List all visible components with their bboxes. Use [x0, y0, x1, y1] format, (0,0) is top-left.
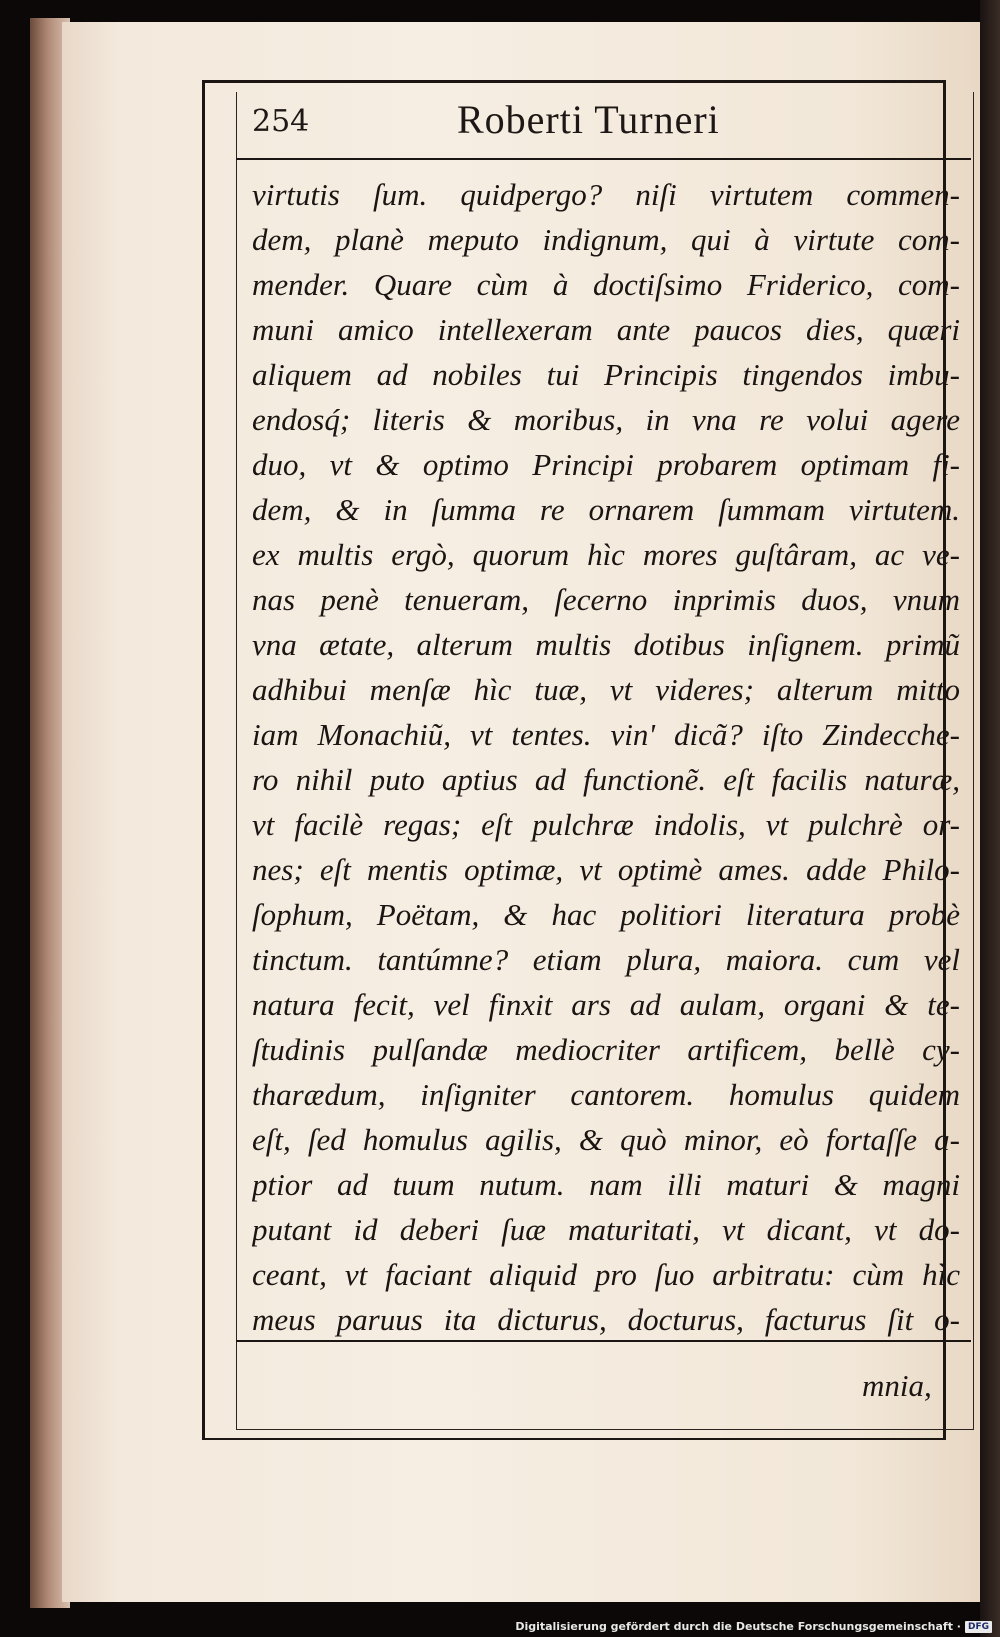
text-line: ceant, vt faciant aliquid pro ſuo arbitratu: cùm hìc: [252, 1257, 960, 1292]
text-line: nes; eſt mentis optimæ, vt optimè ames. adde Philo-: [252, 852, 960, 887]
text-line: vt facilè regas; eſt pulchræ indolis, vt pulchrè or-: [252, 807, 960, 842]
text-line: ſophum, Poëtam, & hac politiori literatura probè: [252, 897, 960, 932]
text-line: vna ætate, alterum multis dotibus inſignem. primũ: [252, 627, 960, 662]
text-line: adhibui menſæ hìc tuæ, vt videres; alterum mitto: [252, 672, 960, 707]
text-line: dem, & in ſumma re ornarem ſummam virtutem.: [252, 492, 960, 527]
text-line: aliquem ad nobiles tui Principis tingendos imbu-: [252, 357, 960, 392]
text-line: dem, planè meputo indignum, qui à virtute com-: [252, 222, 960, 257]
header-rule: [236, 158, 971, 160]
dfg-logo: DFG: [965, 1621, 992, 1633]
text-line: putant id deberi ſuæ maturitati, vt dicant, vt do-: [252, 1212, 960, 1247]
text-line: nas penè tenueram, ſecerno inprimis duos, vnum: [252, 582, 960, 617]
text-line: ſtudinis pulſandæ mediocriter artificem, bellè cy-: [252, 1032, 960, 1067]
text-line: virtutis ſum. quidpergo? niſi virtutem commen-: [252, 177, 960, 212]
text-line: natura fecit, vel finxit ars ad aulam, organi & te-: [252, 987, 960, 1022]
text-line: tinctum. tantúmne? etiam plura, maiora. cum vel: [252, 942, 960, 977]
text-line: eſt, ſed homulus agilis, & quò minor, eò fortaſſe a-: [252, 1122, 960, 1157]
digitization-credit: [515, 1620, 992, 1633]
running-head: Roberti Turneri: [457, 97, 720, 142]
text-line: endosq́; literis & moribus, in vna re volui agere: [252, 402, 960, 437]
text-line: muni amico intellexeram ante paucos dies, quæri: [252, 312, 960, 347]
text-line: meus paruus ita dicturus, docturus, facturus ſit o-: [252, 1302, 960, 1337]
text-line: ptior ad tuum nutum. nam illi maturi & magni: [252, 1167, 960, 1202]
text-line: ex multis ergò, quorum hìc mores guſtâram, ac ve-: [252, 537, 960, 572]
text-line: tharædum, inſigniter cantorem. homulus quidem: [252, 1077, 960, 1112]
text-line: duo, vt & optimo Principi probarem optimam fi-: [252, 447, 960, 482]
text-line: ro nihil puto aptius ad functionẽ. eſt facilis naturæ,: [252, 762, 960, 797]
text-line: mender. Quare cùm à doctiſsimo Friderico, com-: [252, 267, 960, 302]
page-number: 254: [252, 104, 310, 139]
credit-text: Digitalisierung gefördert durch die Deutsche Forschungsgemeinschaft ·: [515, 1620, 961, 1633]
catchword: mnia,: [862, 1368, 932, 1403]
binding-shadow: [980, 0, 1000, 1637]
text-line: iam Monachiũ, vt tentes. vin' dicã? iſto Zindecche-: [252, 717, 960, 752]
body-text: [252, 172, 960, 1342]
